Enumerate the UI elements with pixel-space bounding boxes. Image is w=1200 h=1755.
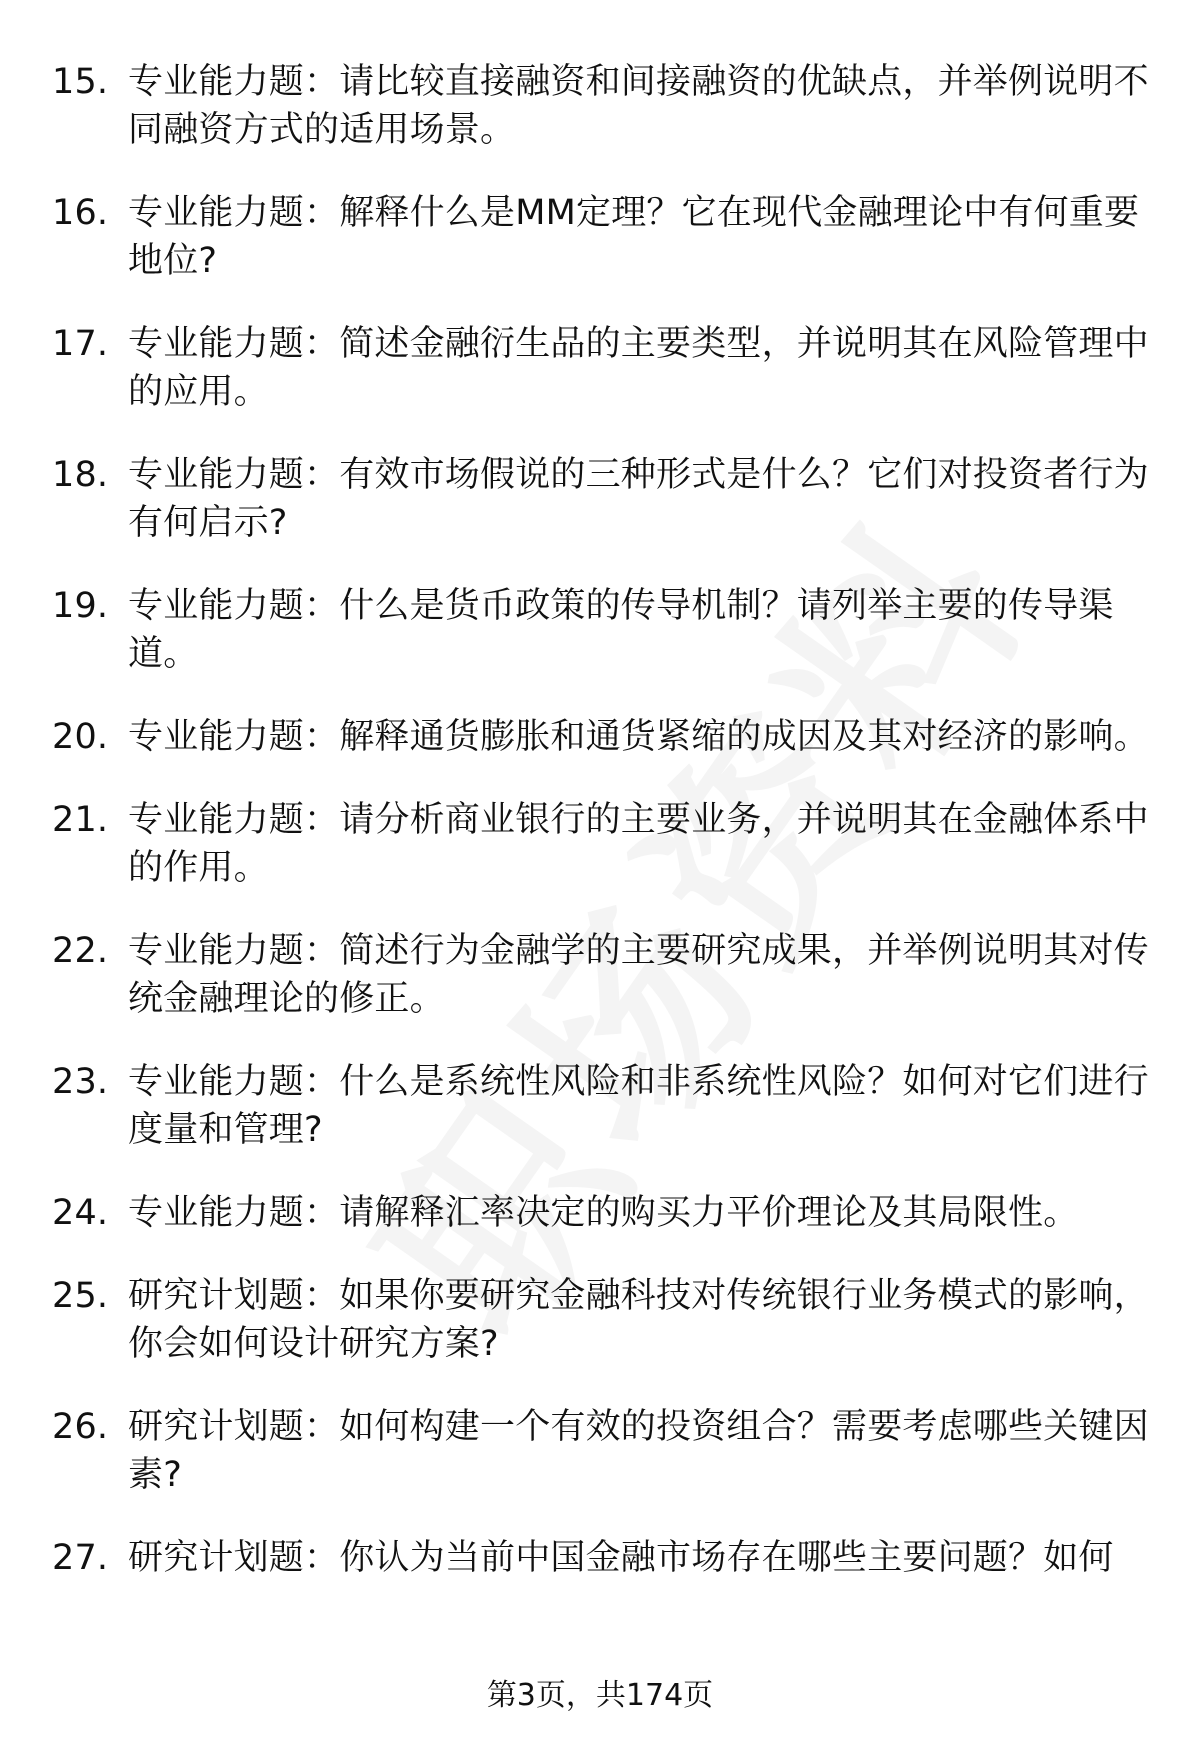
question-text: 专业能力题：解释通货膨胀和通货紧缩的成因及其对经济的影响。 [128,717,1149,757]
question-item [52,927,1162,1023]
question-item [52,58,1162,154]
question-number: 27. [52,1538,109,1578]
question-number: 21. [52,800,109,840]
question-text: 专业能力题：简述行为金融学的主要研究成果，并举例说明其对传统金融理论的修正。 [128,931,1149,1019]
question-text: 专业能力题：有效市场假说的三种形式是什么？它们对投资者行为有何启示? [128,455,1149,543]
question-number: 15. [52,62,109,102]
question-item [52,713,1162,761]
question-number: 19. [52,586,109,626]
question-text: 专业能力题：解释什么是MM定理？它在现代金融理论中有何重要地位? [128,193,1140,281]
question-item [52,451,1162,547]
question-number: 22. [52,931,109,971]
page-footer [0,1676,1200,1716]
question-item [52,1534,1162,1582]
question-item [52,796,1162,892]
question-text: 研究计划题：如何构建一个有效的投资组合？需要考虑哪些关键因素? [128,1407,1149,1495]
question-number: 20. [52,717,109,757]
question-item [52,189,1162,285]
question-item [52,320,1162,416]
question-item [52,1189,1162,1237]
question-text: 专业能力题：什么是系统性风险和非系统性风险？如何对它们进行度量和管理? [128,1062,1149,1150]
question-text: 专业能力题：什么是货币政策的传导机制？请列举主要的传导渠道。 [128,586,1114,674]
question-number: 16. [52,193,109,233]
question-item [52,582,1162,678]
question-text: 专业能力题：请分析商业银行的主要业务，并说明其在金融体系中的作用。 [128,800,1149,888]
question-text: 专业能力题：简述金融衍生品的主要类型，并说明其在风险管理中的应用。 [128,324,1149,412]
question-text: 研究计划题：如果你要研究金融科技对传统银行业务模式的影响，你会如何设计研究方案? [128,1276,1149,1364]
question-number: 17. [52,324,109,364]
question-text: 专业能力题：请比较直接融资和间接融资的优缺点，并举例说明不同融资方式的适用场景。 [128,62,1149,150]
page-number-label: 第3页，共174页 [486,1678,714,1713]
question-number: 23. [52,1062,109,1102]
question-item [52,1403,1162,1499]
question-list [52,58,1162,1617]
question-number: 24. [52,1193,109,1233]
question-number: 25. [52,1276,109,1316]
question-item [52,1272,1162,1368]
question-item [52,1058,1162,1154]
question-text: 研究计划题：你认为当前中国金融市场存在哪些主要问题？如何 [128,1538,1114,1578]
question-number: 18. [52,455,109,495]
question-number: 26. [52,1407,109,1447]
question-text: 专业能力题：请解释汇率决定的购买力平价理论及其局限性。 [128,1193,1079,1233]
